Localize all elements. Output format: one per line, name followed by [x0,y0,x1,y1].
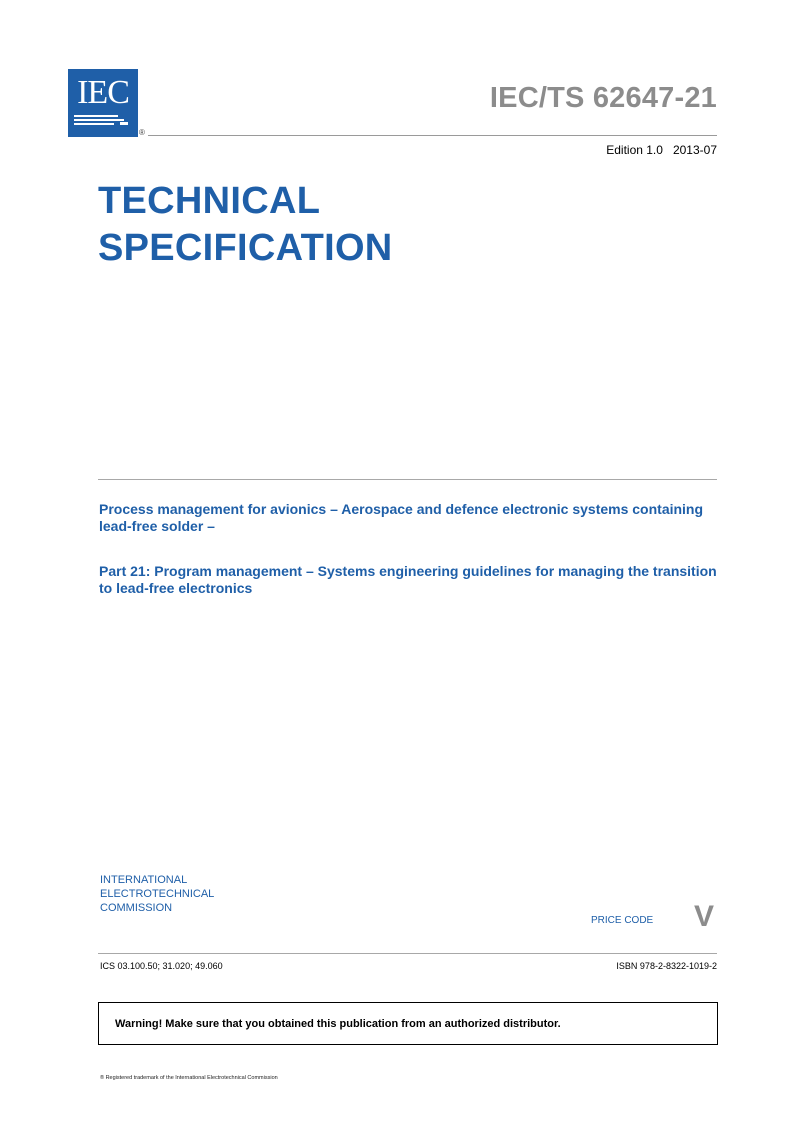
organization-name [100,873,214,915]
logo-text: IEC [77,74,129,111]
iec-logo [68,69,138,137]
main-title: Process management for avionics – Aerospace and defence electronic systems containing lead-free solder – [99,501,704,534]
title-divider [98,479,717,480]
document-type-line-1: TECHNICAL [98,180,321,222]
document-type-line-2: SPECIFICATION [98,227,393,269]
price-code-value: V [694,900,715,933]
warning-box [98,1002,718,1045]
trademark-note: ® Registered trademark of the International Electrotechnical Commission [100,1075,278,1081]
publication-date: 2013-07 [672,143,717,157]
part-title: Part 21: Program management – Systems engineering guidelines for managing the transition to lead-free electronics [99,563,717,596]
header-divider [148,135,717,136]
footer-divider [98,953,717,954]
document-type [98,178,393,272]
org-line-1: INTERNATIONAL [100,874,188,886]
isbn: ISBN 978-2-8322-1019-2 [616,961,717,971]
warning-text: Warning! Make sure that you obtained this publication from an authorized distributor. [115,1018,561,1030]
registered-mark: ® [139,128,145,137]
price-code-label: PRICE CODE [591,915,654,926]
org-line-2: ELECTROTECHNICAL [100,888,215,900]
logo-lines-icon [74,115,132,129]
edition: Edition 1.0 [606,143,663,157]
org-line-3: COMMISSION [100,902,173,914]
edition-line [606,143,717,157]
document-number: IEC/TS 62647-21 [489,82,717,114]
ics-codes: ICS 03.100.50; 31.020; 49.060 [100,961,223,971]
